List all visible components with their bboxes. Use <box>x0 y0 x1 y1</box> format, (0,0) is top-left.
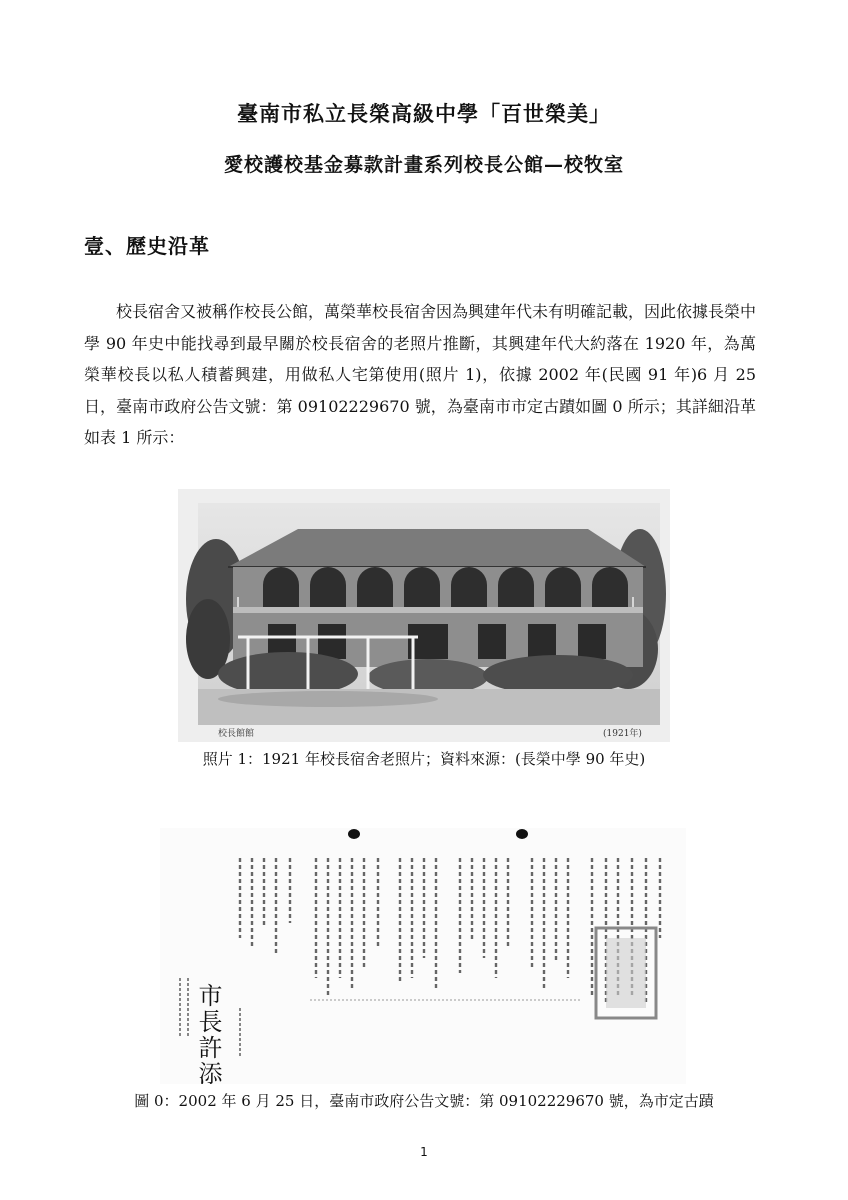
page-title: 臺南市私立長榮高級中學「百世榮美」 <box>237 101 611 126</box>
mayor-signature-text: 市長許添財 <box>194 983 222 1084</box>
photo-inscription-right: (1921年) <box>603 729 642 739</box>
government-announcement-scan <box>160 828 686 1084</box>
page-number: 1 <box>420 1145 428 1159</box>
mayor-signature <box>194 983 222 1084</box>
page-subtitle: 愛校護校基金募款計畫系列校長公館—校牧室 <box>223 154 624 176</box>
photo-caption: 照片 1：1921 年校長宿舍老照片；資料來源：(長榮中學 90 年史) <box>202 750 646 768</box>
photo-inscription-left: 校長館館 <box>218 729 255 739</box>
figure-caption: 圖 0：2002 年 6 月 25 日，臺南市政府公告文號：第 09102229670 號，為市定古蹟 <box>134 1092 714 1110</box>
body-paragraph: 校長宿舍又被稱作校長公館，萬榮華校長宿舍因為興建年代未有明確記載，因此依據長榮中學 90 年史中能找尋到最早關於校長宿舍的老照片推斷，其興建年代大約落在 1920 年，為萬榮華校長以私人積蓄興建，用做私人宅第使用(照片 1)，依據 2002 年(民國 91 年)6 月 25 日，臺南市政府公告文號：第 09102229670 號，為臺南市市定古蹟如圖 0 所示；其詳細沿革如表 1 所示： <box>84 302 757 447</box>
section-heading: 壹、歷史沿革 <box>84 234 210 258</box>
historic-building-photo <box>178 489 670 742</box>
